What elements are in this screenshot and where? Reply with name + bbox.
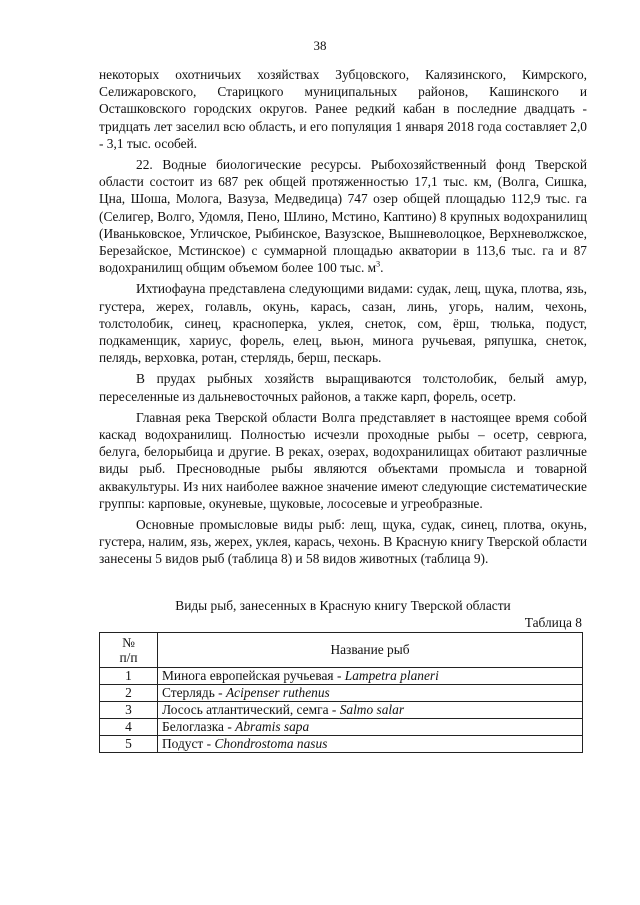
paragraph-text: 22. Водные биологические ресурсы. Рыбохозяйственный фонд Тверской области состоит из 687 рек общей протяженностью 17,1 тыс. км, (Волга, Сишка, Цна, Шоша, Молога, Вазуза, Медведица) 747 озер общей площадью 112,9 тыс. га (Селигер, Волго, Удомля, Пено, Шлино, Мстино, Каптино) 8 крупных водохранилищ (Иваньковское, Угличское, Рыбинское, Вазузское, Вышневолоцкое, Верхневолжское, Березайское, Мстинское) с суммарной площадью акватории в 113,6 тыс. га и 87 водохранилищ общим объемом более 100 тыс. м — [99, 157, 587, 276]
fish-latin-name: Salmo salar — [339, 702, 405, 717]
fish-name: Стерлядь - — [162, 685, 226, 700]
fish-latin-name: Abramis sapa — [235, 719, 310, 734]
paragraph — [99, 156, 587, 276]
row-name — [158, 668, 583, 685]
table-row — [100, 668, 583, 685]
fish-name: Лосось атлантический, семга - — [162, 702, 340, 717]
row-number: 4 — [100, 719, 158, 736]
header-number-line2: п/п — [119, 650, 138, 665]
paragraph-tail: . — [380, 260, 384, 276]
fish-name: Белоглазка - — [162, 719, 236, 734]
row-name — [158, 736, 583, 753]
table-row — [100, 702, 583, 719]
row-name — [158, 702, 583, 719]
row-name — [158, 685, 583, 702]
paragraph: Ихтиофауна представлена следующими видами: судак, лещ, щука, плотва, язь, густера, жерех, голавль, окунь, карась, сазан, линь, угорь, налим, чехонь, толстолобик, синец, красноперка, уклея, снеток, сом, ёрш, тюлька, подуст, подкаменщик, хариус, форель, елец, вьюн, минога ручьевая, ряпушка, снеток, пелядь, верховка, ротан, стерлядь, берш, пескарь. — [99, 281, 587, 366]
superscript: 3 — [376, 259, 381, 269]
row-name — [158, 719, 583, 736]
fish-name: Подуст - — [162, 736, 215, 751]
header-number-line1: № — [122, 635, 135, 650]
body-text — [99, 66, 587, 572]
paragraph: Основные промысловые виды рыб: лещ, щука, судак, синец, плотва, окунь, густера, налим, язь, жерех, уклея, карась, чехонь. В Красную книгу Тверской области занесены 5 видов рыб (таблица 8) и 58 видов животных (таблица 9). — [99, 517, 587, 567]
table-row — [100, 736, 583, 753]
table-row — [100, 719, 583, 736]
paragraph: Главная река Тверской области Волга представляет в настоящее время собой каскад водохранилищ. Полностью исчезли проходные рыбы – осетр, севрюга, белуга, белорыбица и другие. В реках, озерах, водохранилищах обитают различные виды рыб. Пресноводные рыбы являются объектами промысла и товарной аквакультуры. Из них наиболее важное значение имеют следующие систематические группы: карповые, окуневые, щуковые, лососевые и угреобразные. — [99, 409, 587, 511]
fish-table — [99, 632, 583, 753]
paragraph: В прудах рыбных хозяйств выращиваются толстолобик, белый амур, переселенные из дальневосточных районов, а также карп, форель, осетр. — [99, 371, 587, 404]
fish-latin-name: Lampetra planeri — [344, 668, 439, 683]
row-number: 3 — [100, 702, 158, 719]
header-number — [100, 633, 158, 668]
table-header-row — [100, 633, 583, 668]
row-number: 1 — [100, 668, 158, 685]
fish-latin-name: Acipenser ruthenus — [226, 685, 330, 700]
row-number: 5 — [100, 736, 158, 753]
table-number: Таблица 8 — [524, 615, 582, 630]
header-name: Название рыб — [158, 633, 583, 668]
fish-latin-name: Chondrostoma nasus — [214, 736, 328, 751]
table-caption: Виды рыб, занесенных в Красную книгу Тверской области — [175, 598, 511, 613]
row-number: 2 — [100, 685, 158, 702]
paragraph: некоторых охотничьих хозяйствах Зубцовского, Калязинского, Кимрского, Селижаровского, Старицкого муниципальных районов, Кашинского и Осташковского городских округов. Ранее редкий кабан в последние двадцать - тридцать лет заселил всю область, и его популяция 1 января 2018 года составляет 2,0 - 3,1 тыс. особей. — [99, 67, 587, 151]
fish-name: Минога европейская ручьевая - — [162, 668, 345, 683]
page-number: 38 — [313, 38, 327, 53]
table-row — [100, 685, 583, 702]
